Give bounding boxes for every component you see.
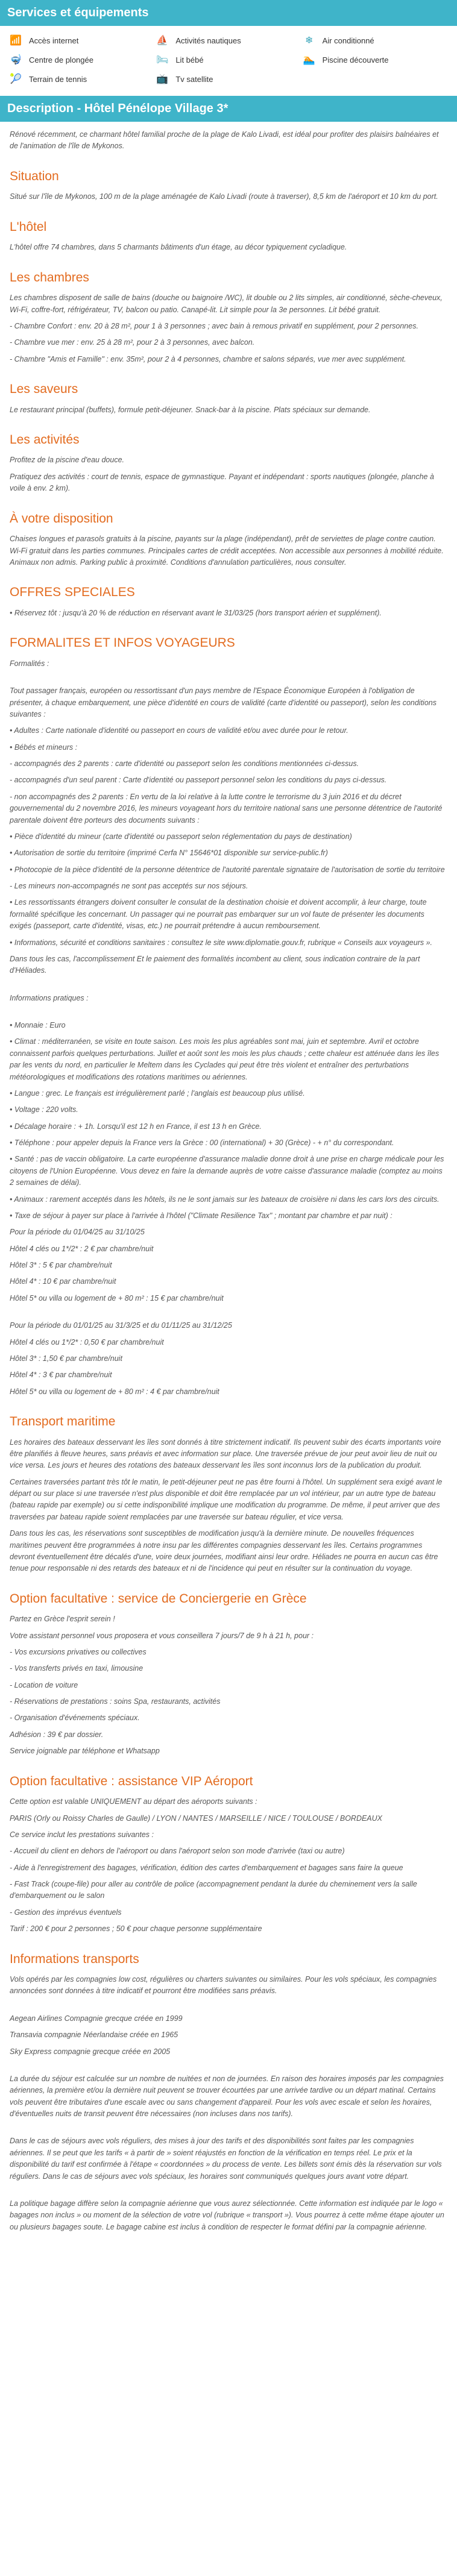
section-title: Les saveurs (10, 382, 78, 397)
amenity-label: Air conditionné (322, 36, 374, 45)
section-paragraph: - Gestion des imprévus éventuels (10, 1908, 122, 1917)
section-paragraph: Certaines traversées partant très tôt le matin, le petit-déjeuner peut ne pas être fourni à l'hôtel. Un supplément sera exigé avant le départ ou sur place si une traversée n'est plus disponible et doit être remplacée par un vol intérieur, par un autre type de bateau (bateau rapide par exemple) ou si cette indisponibilité implique une modification du programme. De même, il peut arriver que des traversées par bateau rapide soient remplacées par une traversée sur bateau régulier, et vice versa. (10, 1477, 443, 1521)
section-paragraph: Hôtel 5* ou villa ou logement de + 80 m² : 15 € par chambre/nuit (10, 1293, 224, 1302)
section-paragraph: - Réservations de prestations : soins Spa, restaurants, activités (10, 1697, 221, 1706)
section-paragraph: Hôtel 4* : 3 € par chambre/nuit (10, 1371, 112, 1380)
section-paragraph: - Vos transferts privés en taxi, limousine (10, 1664, 143, 1673)
section-paragraph: Hôtel 3* : 5 € par chambre/nuit (10, 1261, 112, 1269)
section-paragraph: Cette option est valable UNIQUEMENT au départ des aéroports suivants : (10, 1797, 257, 1806)
amenity-label: Accès internet (29, 36, 79, 45)
section-paragraph: PARIS (Orly ou Roissy Charles de Gaulle) / LYON / NANTES / MARSEILLE / NICE / TOULOUSE / BORDEAUX (10, 1814, 383, 1823)
amenity-item (155, 73, 301, 86)
services-section (0, 0, 457, 96)
services-heading: Services et équipements (0, 0, 457, 26)
section-paragraph (10, 2062, 447, 2069)
section-paragraph: • Informations, sécurité et conditions sanitaires : consultez le site www.diplomatie.gouv.fr, rubrique « Conseils aux voyageurs ». (10, 938, 433, 947)
description-body (0, 129, 457, 2233)
section-paragraph: Transavia compagnie Néerlandaise créée en 1965 (10, 2031, 178, 2040)
section-title: Situation (10, 169, 59, 183)
section-paragraph: • Pièce d'identité du mineur (carte d'identité ou passeport selon réglementation du pays de destination) (10, 832, 352, 841)
section-paragraph (10, 1309, 447, 1315)
amenity-label: Piscine découverte (322, 55, 389, 64)
section-paragraph: - non accompagnés des 2 parents : En vertu de la loi relative à la lutte contre le terrorisme du 3 juin 2016 et du décret gouvernemental du 2 novembre 2016, les mineurs voyageant hors du territoire national sans une personne détentrice de l'autorité parentale doivent être porteurs des documents suivants : (10, 792, 443, 825)
amenity-item (302, 34, 449, 48)
section-paragraph: - Les mineurs non-accompagnés ne sont pas acceptés sur nos séjours. (10, 882, 248, 890)
section-paragraph: Hôtel 3* : 1,50 € par chambre/nuit (10, 1354, 122, 1363)
amenity-item (302, 54, 449, 67)
section-paragraph: • Adultes : Carte nationale d'identité ou passeport en cours de validité et/ou avec durée pour le retour. (10, 726, 348, 735)
wifi-icon: 📶 (10, 35, 22, 46)
section-paragraph: - Accueil du client en dehors de l'aéroport ou dans l'aéroport selon son mode d'arrivée (taxi ou autre) (10, 1847, 345, 1856)
section-paragraph: Votre assistant personnel vous proposera et vous conseillera 7 jours/7 de 9 h à 21 h, pour : (10, 1631, 314, 1640)
section-title: Informations transports (10, 1952, 139, 1966)
section-title: FORMALITES ET INFOS VOYAGEURS (10, 636, 235, 650)
tv-icon: 📺 (156, 74, 169, 84)
amenity-item (8, 73, 155, 86)
amenities-grid (0, 26, 457, 96)
section-paragraph: Profitez de la piscine d'eau douce. (10, 456, 125, 465)
sailboat-icon: ⛵ (156, 35, 169, 46)
section-paragraph: Tout passager français, européen ou ressortissant d'un pays membre de l'Espace Économique Européen à l'obligation de présenter, à chaque embarquement, une pièce d'identité en cours de validité (carte d'identité ou passeport), selon les conditions suivantes : (10, 686, 437, 718)
section-paragraph: • Langue : grec. Le français est irrégulièrement parlé ; l'anglais est beaucoup plus utilisé. (10, 1089, 305, 1098)
section-paragraph: Aegean Airlines Compagnie grecque créée en 1999 (10, 2014, 183, 2023)
section-paragraph (10, 2187, 447, 2193)
section-title: Transport maritime (10, 1415, 116, 1428)
amenity-label: Centre de plongée (29, 55, 93, 64)
amenity-label: Terrain de tennis (29, 74, 87, 84)
section-paragraph: Hôtel 4 clés ou 1*/2* : 0,50 € par chambre/nuit (10, 1337, 164, 1346)
section-paragraph: - Location de voiture (10, 1680, 78, 1689)
section-paragraph: • Téléphone : pour appeler depuis la France vers la Grèce : 00 (international) + 30 (Grèce) - + n° du correspondant. (10, 1139, 394, 1147)
snowflake-icon: ❄ (304, 35, 314, 46)
section-paragraph (10, 982, 447, 988)
section-paragraph: • Animaux : rarement acceptés dans les hôtels, ils ne le sont jamais sur les bateaux de croisière ni dans les cars lors des circuits. (10, 1195, 440, 1204)
section-paragraph: Pour la période du 01/04/25 au 31/10/25 (10, 1228, 145, 1237)
section-paragraph: Formalités : (10, 659, 49, 668)
section-paragraph: - Fast Track (coupe-file) pour aller au contrôle de police (accompagnement pendant la durée du cheminement vers la salle d'embarquement ou le salon (10, 1880, 417, 1900)
section-title: Option facultative : service de Conciergerie en Grèce (10, 1591, 307, 1606)
section-paragraph: La durée du séjour est calculée sur un nombre de nuitées et non de journées. En raison des horaires imposés par les compagnies aériennes, la première et/ou la dernière nuit peuvent se trouver écourtées par une arrivée tardive ou un départ matinal. Certains vols peuvent être tributaires d'une escale avec ou sans changement d'appareil. Pour les vols avec escale et selon les horaires, d'éventuelles nuits de transit peuvent être nécessaires (non incluses dans nos tarifs). (10, 2074, 444, 2119)
amenity-item (8, 54, 155, 67)
section-paragraph: Pour la période du 01/01/25 au 31/3/25 et du 01/11/25 au 31/12/25 (10, 1321, 232, 1330)
amenity-label: Tv satellite (175, 74, 213, 84)
section-paragraph: Les chambres disposent de salle de bains (douche ou baignoire /WC), lit double ou 2 lits simples, air conditionné, sèche-cheveux, Wi-Fi, coffre-fort, réfrigérateur, TV, balcon ou patio. Canapé-lit. Lit simple pour la 3e personnes. Lit bébé gratuit. (10, 294, 443, 314)
section-paragraph (10, 2002, 447, 2008)
section-paragraph: - Aide à l'enregistrement des bagages, vérification, édition des cartes d'embarquement et bagages sans faire la queue (10, 1863, 403, 1872)
tennis-icon: 🎾 (10, 74, 22, 84)
section-paragraph: La politique bagage diffère selon la compagnie aérienne que vous aurez sélectionnée. Cette information est indiquée par le logo « bagages non inclus » ou moment de la sélection de votre vol (rubrique « transport »). Vous pourrez à cette même étape ajouter un ou plusieurs bagages soute. Le bagage cabine est inclus à condition de respecter le format défini par la compagnie aérienne. (10, 2199, 444, 2231)
section-paragraph (10, 1009, 447, 1015)
section-paragraph: Adhésion : 39 € par dossier. (10, 1730, 104, 1739)
section-paragraph: Tarif : 200 € pour 2 personnes ; 50 € pour chaque personne supplémentaire (10, 1924, 262, 1934)
section-paragraph: - Chambre Confort : env. 20 à 28 m², pour 1 à 3 personnes ; avec bain à remous privatif en supplément, pour 2 personnes. (10, 321, 418, 330)
section-paragraph: Le restaurant principal (buffets), formule petit-déjeuner. Snack-bar à la piscine. Plats spéciaux sur demande. (10, 405, 371, 414)
section-title: L'hôtel (10, 219, 47, 234)
section-paragraph: Hôtel 4* : 10 € par chambre/nuit (10, 1277, 116, 1286)
section-paragraph: - accompagnés des 2 parents : carte d'identité ou passeport selon les conditions mentionnées ci-dessus. (10, 759, 359, 768)
diver-icon: 🤿 (10, 54, 22, 65)
section-title: OFFRES SPECIALES (10, 585, 135, 600)
section-paragraph: - Chambre vue mer : env. 25 à 28 m², pour 2 à 3 personnes, avec balcon. (10, 338, 255, 347)
section-title: Les chambres (10, 270, 89, 284)
section-paragraph: - Vos excursions privatives ou collectives (10, 1647, 147, 1656)
section-title: Les activités (10, 432, 80, 447)
section-paragraph: • Autorisation de sortie du territoire (imprimé Cerfa N° 15646*01 disponible sur service-public.fr) (10, 849, 328, 858)
section-title: À votre disposition (10, 511, 113, 526)
description-heading: Description - Hôtel Pénélope Village 3* (0, 96, 457, 122)
section-paragraph: Dans tous les cas, l'accomplissement Et le paiement des formalités incombent au client, sous indication contraire de la part d'Héliades. (10, 954, 420, 975)
section-paragraph: • Taxe de séjour à payer sur place à l'arrivée à l'hôtel ("Climate Resilience Tax" ; montant par chambre et par nuit) : (10, 1211, 392, 1220)
section-paragraph: • Photocopie de la pièce d'identité de la personne détentrice de l'autorité parentale signataire de l'autorisation de sortie du territoire (10, 865, 445, 874)
section-paragraph: - Chambre "Amis et Famille" : env. 35m², pour 2 à 4 personnes, chambre et salons séparés, vue mer avec supplément. (10, 354, 406, 363)
section-paragraph: • Climat : méditerranéen, se visite en toute saison. Les mois les plus agréables sont mai, juin et septembre. Avril et octobre connaissent parfois quelques perturbations. Juillet et août sont les mois les plus chauds ; cette chaleur est atténuée dans les îles par les vents du nord, en particulier le Meltem dans les Cyclades qui peut être très violent et entraîner des perturbations météorologiques et modifications des rotations maritimes ou aériennes. (10, 1037, 440, 1081)
section-paragraph: - Organisation d'événements spéciaux. (10, 1714, 140, 1723)
amenity-item (155, 34, 301, 48)
section-paragraph: • Décalage horaire : + 1h. Lorsqu'il est 12 h en France, il est 13 h en Grèce. (10, 1122, 262, 1131)
section-paragraph (10, 2125, 447, 2131)
section-title: Option facultative : assistance VIP Aéroport (10, 1774, 253, 1788)
section-paragraph: Informations pratiques : (10, 993, 89, 1002)
section-paragraph: Service joignable par téléphone et Whatsapp (10, 1747, 160, 1756)
section-paragraph: Pratiquez des activités : court de tennis, espace de gymnastique. Payant et indépendant : sports nautiques (plongée, planche à voile à env. 2 km). (10, 472, 434, 493)
pool-icon: 🏊 (303, 54, 315, 65)
section-paragraph: Dans tous les cas, les réservations sont susceptibles de modification jusqu'à la dernière minute. De nouvelles fréquences maritimes peuvent être programmées à notre insu par les différentes compagnies desservant les îles. Certains programmes devront éventuellement être décalés d'une, voire deux journées, modifiant ainsi leur ordre. Héliades ne pourra en aucun cas être tenue pour responsable ni des retards des bateaux et ni de l'incidence qui peut en résulter sur la continuation du voyage. (10, 1529, 438, 1573)
section-paragraph: Hôtel 4 clés ou 1*/2* : 2 € par chambre/nuit (10, 1244, 154, 1253)
amenity-item (155, 54, 301, 67)
section-paragraph: Partez en Grèce l'esprit serein ! (10, 1615, 115, 1624)
section-paragraph: • Voltage : 220 volts. (10, 1105, 78, 1114)
section-paragraph: Vols opérés par les compagnies low cost, régulières ou charters suivantes ou similaires. Pour les vols spéciaux, les compagnies annoncées sont données à titre indicatif et pourront être modifiées sans préavis. (10, 1975, 437, 1996)
amenity-item (8, 34, 155, 48)
section-paragraph: Situé sur l'île de Mykonos, 100 m de la plage aménagée de Kalo Livadi (route à traverser), 8,5 km de l'aéroport et 10 km du port. (10, 192, 438, 201)
description-intro: Rénové récemment, ce charmant hôtel familial proche de la plage de Kalo Livadi, est idéal pour profiter des plaisirs balnéaires et de l'animation de l'île de Mykonos. (10, 130, 439, 151)
section-paragraph: - accompagnés d'un seul parent : Carte d'identité ou passeport personnel selon les conditions du pays ci-dessus. (10, 776, 387, 785)
section-paragraph: • Bébés et mineurs : (10, 743, 78, 752)
section-paragraph: Dans le cas de séjours avec vols réguliers, des mises à jour des tarifs et des disponibilités sont faites par les compagnies aériennes. Il se peut que les tarifs « à partir de » soient réajustés en fonction de la vérification en temps réel. Le prix et la disponibilité du tarif est confirmée à l'étape « coordonnées » du process de vente. Les billets sont émis dès la réservation sur vols réguliers. Dans le cas de séjours avec vols spéciaux, les horaires sont communiqués quelques jours avant votre départ. (10, 2137, 442, 2181)
section-paragraph: • Réservez tôt : jusqu'à 20 % de réduction en réservant avant le 31/03/25 (hors transport aérien et supplément). (10, 608, 382, 617)
section-paragraph: Sky Express compagnie grecque créée en 2005 (10, 2047, 171, 2056)
amenity-label: Activités nautiques (175, 36, 241, 45)
amenity-label: Lit bébé (175, 55, 204, 64)
section-paragraph: L'hôtel offre 74 chambres, dans 5 charmants bâtiments d'un étage, au décor typiquement cycladique. (10, 243, 347, 252)
crib-icon: 🛏 (156, 54, 169, 65)
section-paragraph: Chaises longues et parasols gratuits à la piscine, payants sur la plage (indépendant), prêt de serviettes de plage contre caution. Wi-Fi gratuit dans les parties communes. Principales cartes de crédit acceptées. Non accessible aux personnes à mobilité réduite. Animaux non admis. Parking public à proximité. Conditions d'annulation particulières, nous consulter. (10, 535, 444, 567)
section-paragraph: Hôtel 5* ou villa ou logement de + 80 m² : 4 € par chambre/nuit (10, 1387, 219, 1396)
section-paragraph: • Monnaie : Euro (10, 1021, 66, 1029)
section-paragraph (10, 674, 447, 680)
section-paragraph: Les horaires des bateaux desservant les îles sont donnés à titre strictement indicatif. Ils peuvent subir des écarts importants voire être planifiés à fleuve heures, sans préavis et avec information sur place. Une traversée prévue de jour peut avoir lieu de nuit ou vice versa. Les jours et heures des rotations des bateaux desservant les îles sont inconnus lors de la publication du produit. (10, 1437, 441, 1470)
section-paragraph: • Santé : pas de vaccin obligatoire. La carte européenne d'assurance maladie donne droit à une prise en charge médicale pour les citoyens de l'Union Européenne. Vous devez en faire la demande auprès de votre caisse d'assurance maladie (comptez au moins 2 semaines de délai). (10, 1155, 444, 1187)
sections-container (10, 167, 447, 2233)
section-paragraph: Ce service inclut les prestations suivantes : (10, 1830, 154, 1839)
section-paragraph: • Les ressortissants étrangers doivent consulter le consulat de la destination choisie et doivent accomplir, à leur charge, toute formalité spécifique les concernant. Un passager qui ne pourrait pas embarquer sur un vol faute de présenter les documents exigés (passeport, carte d'identité, visas, etc.) ne pourrait prétendre à aucun remboursement. (10, 898, 427, 931)
